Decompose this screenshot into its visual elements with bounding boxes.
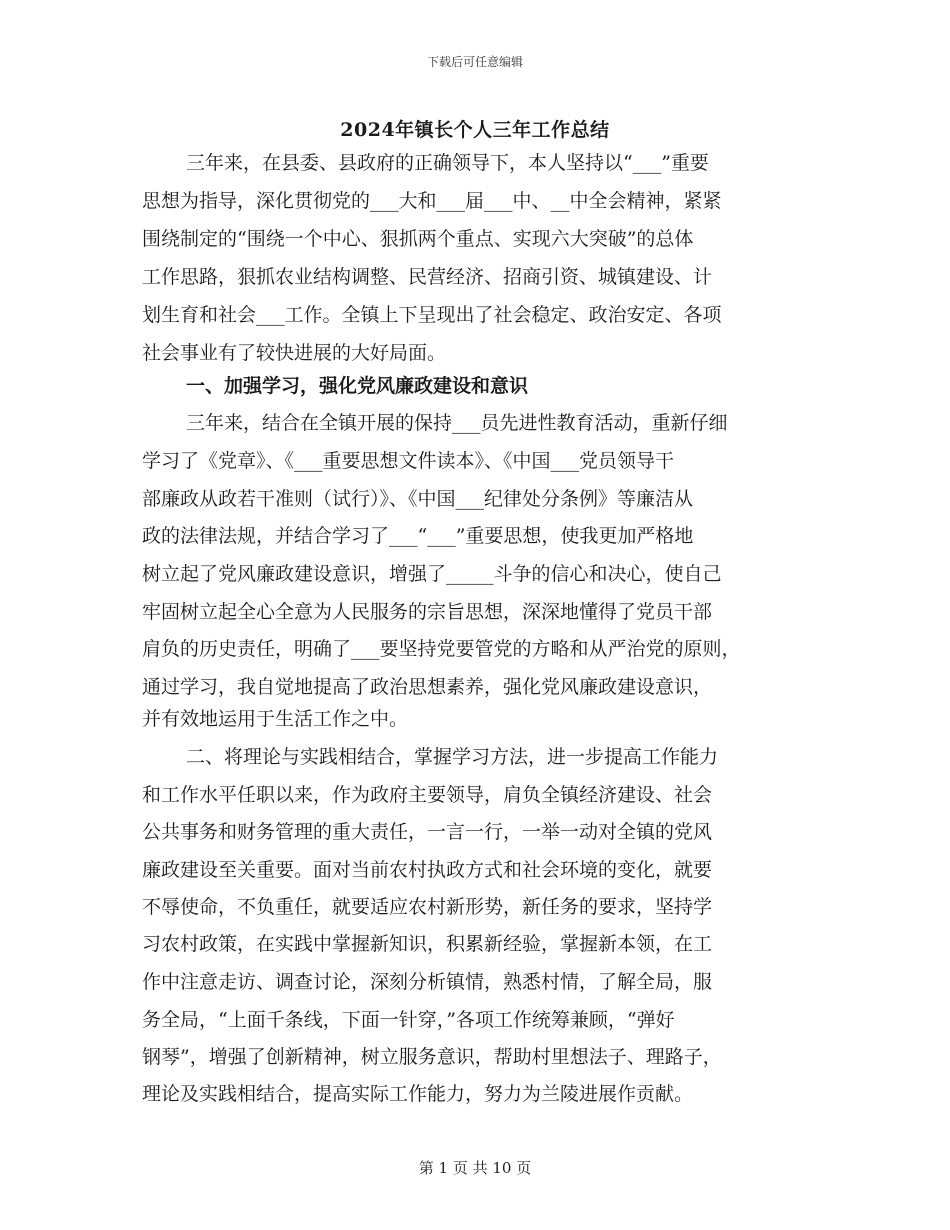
- text-line: 三年来，在县委、县政府的正确领导下，本人坚持以“___”重要: [186, 152, 709, 174]
- text-line: 钢琴”，增强了创新精神，树立服务意识，帮助村里想法子、理路子，: [142, 1046, 722, 1068]
- text-line: 和工作水平任职以来，作为政府主要领导，肩负全镇经济建设、社会: [142, 784, 713, 806]
- text-line: 部廉政从政若干准则（试行）》、《中国___纪律处分条例》等廉洁从: [142, 488, 694, 510]
- text-line: 不辱使命，不负重任，就要适应农村新形势，新任务的要求，坚持学: [142, 896, 713, 918]
- text-line: 政的法律法规，并结合学习了___“___”重要思想，使我更加严格地: [142, 525, 694, 547]
- page-number: 第 1 页 共 10 页: [418, 1159, 532, 1177]
- text-line: 务全局，“上面千条线，下面一针穿，”各项工作统筹兼顾，“弹好: [142, 1009, 675, 1031]
- text-line: 习农村政策，在实践中掌握新知识，积累新经验，掌握新本领，在工: [142, 933, 713, 955]
- text-line: 树立起了党风廉政建设意识，增强了_____斗争的信心和决心，使自己: [142, 563, 722, 585]
- text-line: 公共事务和财务管理的重大责任，一言一行，一举一动对全镇的党风: [142, 821, 713, 843]
- text-line: 牢固树立起全心全意为人民服务的宗旨思想，深深地懂得了党员干部: [142, 601, 713, 623]
- text-line: 学习了《党章》、《___重要思想文件读本》、《中国___党员领导干: [142, 450, 675, 472]
- text-line: 作中注意走访、调查讨论，深刻分析镇情，熟悉村情，了解全局，服: [142, 971, 713, 993]
- text-line: 社会事业有了较快进展的大好局面。: [142, 342, 447, 364]
- text-line: 思想为指导，深化贯彻党的___大和___届___中、__中全会精神，紧紧: [142, 190, 722, 212]
- document-title: 2024年镇长个人三年工作总结: [340, 119, 610, 141]
- text-line: 工作思路，狠抓农业结构调整、民营经济、招商引资、城镇建设、计: [142, 266, 713, 288]
- text-line: 理论及实践相结合，提高实际工作能力，努力为兰陵进展作贡献。: [142, 1083, 694, 1105]
- text-line: 并有效地运用于生活工作之中。: [142, 708, 409, 730]
- text-line: 三年来，结合在全镇开展的保持___员先进性教育活动，重新仔细: [186, 412, 728, 434]
- text-line: 围绕制定的“围绕一个中心、狠抓两个重点、实现六大突破”的总体: [142, 228, 694, 250]
- text-line: 划生育和社会___工作。全镇上下呈现出了社会稳定、政治安定、各项: [142, 304, 722, 326]
- text-line: 通过学习，我自觉地提高了政治思想素养，强化党风廉政建设意识，: [142, 676, 713, 698]
- section-heading: 二、将理论与实践相结合，掌握学习方法，进一步提高工作能力: [186, 746, 719, 768]
- text-line: 廉政建设至关重要。面对当前农村执政方式和社会环境的变化，就要: [142, 859, 713, 881]
- section-heading: 一、加强学习，强化党风廉政建设和意识: [186, 375, 529, 397]
- text-line: 肩负的历史责任，明确了___要坚持党要管党的方略和从严治党的原则，: [142, 638, 741, 660]
- download-note: 下载后可任意编辑: [426, 55, 523, 69]
